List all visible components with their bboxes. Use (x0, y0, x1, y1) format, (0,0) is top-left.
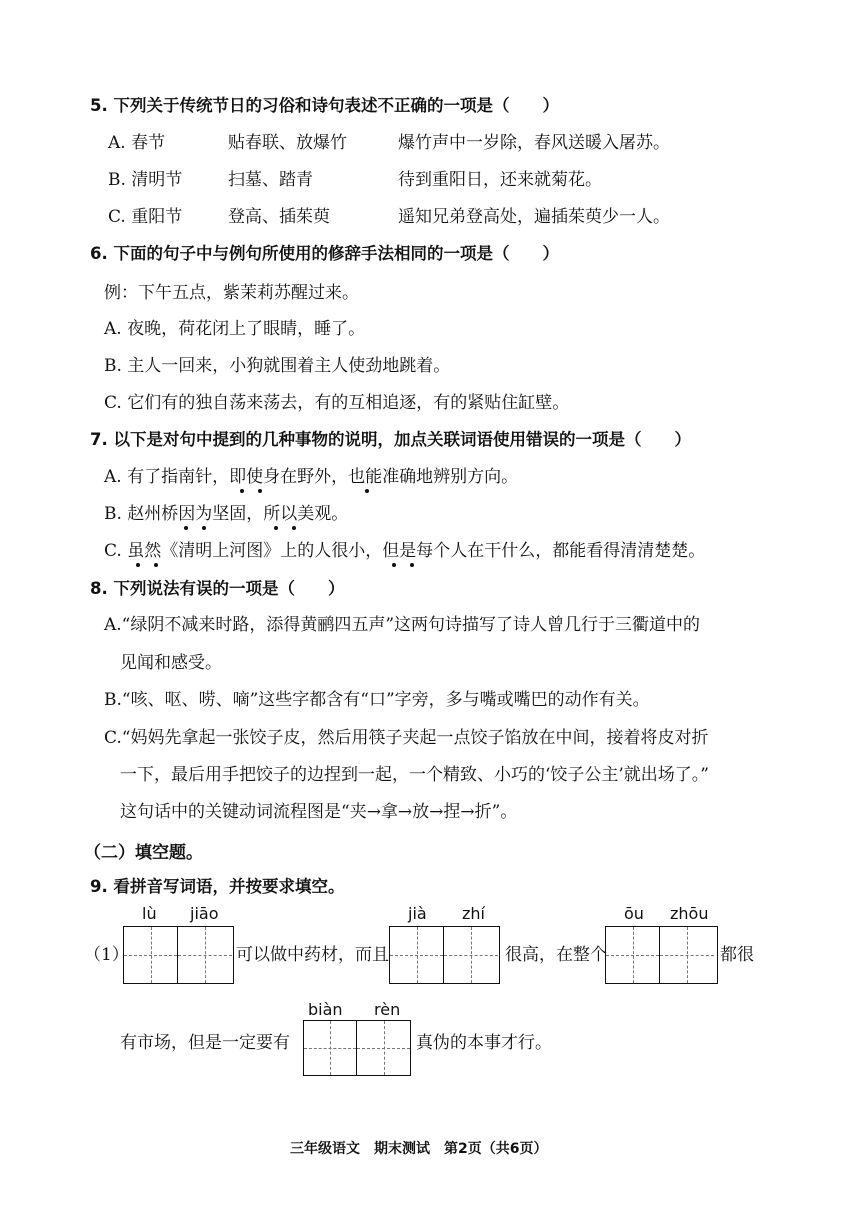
q9-stem: 9. 看拼音写词语，并按要求填空。 (90, 877, 345, 896)
q7-b-emphasis-dots (0, 526, 860, 532)
q7-option-a: A. 有了指南针，即使身在野外，也能准确地辨别方向。 (104, 467, 519, 487)
pinyin-lu: lù (142, 904, 157, 923)
q6-option-b: B. 主人一回来，小狗就围着主人使劲地跳着。 (104, 356, 451, 376)
answer-box-ouzhou[interactable] (605, 926, 718, 984)
answer-cell[interactable] (390, 927, 444, 983)
answer-cell[interactable] (606, 927, 660, 983)
page-footer: 三年级语文 期末测试 第2页（共6页） (290, 1141, 548, 1157)
section-heading: （二）填空题。 (84, 843, 203, 863)
q5-c-custom: 登高、插茱萸 (228, 207, 330, 227)
q9-text-5: 真伪的本事才行。 (416, 1033, 552, 1053)
q5-a-custom: 贴春联、放爆竹 (228, 133, 347, 153)
q6-stem: 6. 下面的句子中与例句所使用的修辞手法相同的一项是（ ） (90, 244, 559, 263)
q8-option-c-line3: 这句话中的关键动词流程图是“夹→拿→放→捏→折”。 (120, 802, 518, 822)
q5-a-label: A. 春节 (108, 133, 166, 153)
answer-box-jiazhi[interactable] (389, 926, 500, 984)
q8-option-b: B.“咳、呕、唠、嘀”这些字都含有“口”字旁，多与嘴或嘴巴的动作有关。 (104, 690, 650, 710)
answer-cell[interactable] (178, 927, 232, 983)
q6-example: 例：下午五点，紫茉莉苏醒过来。 (104, 283, 359, 303)
q5-b-label: B. 清明节 (108, 170, 183, 190)
pinyin-ou: ōu (624, 904, 644, 923)
pinyin-jia: jià (408, 904, 427, 923)
q8-option-c-line2: 一下，最后用手把饺子的边捏到一起，一个精致、小巧的‘饺子公主’就出场了。” (120, 765, 709, 785)
q5-c-label: C. 重阳节 (108, 207, 183, 227)
q8-stem: 8. 下列说法有误的一项是（ ） (90, 579, 345, 598)
q7-option-c: C. 虽然《清明上河图》上的人很小，但是每个人在干什么，都能看得清清楚楚。 (104, 541, 706, 561)
q8-option-a-line2: 见闻和感受。 (120, 653, 222, 673)
q7-stem: 7. 以下是对句中提到的几种事物的说明，加点关联词语使用错误的一项是（ ） (90, 430, 691, 449)
pinyin-bian: biàn (308, 1000, 343, 1019)
answer-cell[interactable] (357, 1021, 410, 1075)
q7-a-emphasis-dots (0, 489, 860, 495)
q8-option-c-line1: C.“妈妈先拿起一张饺子皮，然后用筷子夹起一点饺子馅放在中间，接着将皮对折 (104, 728, 709, 748)
q5-stem: 5. 下列关于传统节日的习俗和诗句表述不正确的一项是（ ） (90, 96, 559, 115)
q5-a-poem: 爆竹声中一岁除，春风送暖入屠苏。 (398, 133, 670, 153)
answer-box-bianren[interactable] (303, 1020, 411, 1076)
q9-text-3: 都很 (720, 945, 754, 965)
answer-cell[interactable] (124, 927, 178, 983)
pinyin-zhou: zhōu (670, 904, 709, 923)
q5-b-poem: 待到重阳日，还来就菊花。 (398, 170, 602, 190)
q9-text-1: 可以做中药材，而且 (236, 945, 389, 965)
q6-option-a: A. 夜晚，荷花闭上了眼睛，睡了。 (104, 319, 366, 339)
pinyin-jiao: jiāo (190, 904, 219, 923)
q8-option-a-line1: A.“绿阴不减来时路，添得黄鹂四五声”这两句诗描写了诗人曾几行于三衢道中的 (104, 615, 701, 635)
answer-cell[interactable] (444, 927, 498, 983)
q9-item-number: （1） (84, 945, 129, 965)
q7-c-emphasis-dots (0, 563, 860, 569)
q7-option-b: B. 赵州桥因为坚固，所以美观。 (104, 504, 349, 524)
q5-c-poem: 遥知兄弟登高处，遍插茱萸少一人。 (398, 207, 670, 227)
q5-b-custom: 扫墓、踏青 (228, 170, 313, 190)
pinyin-ren: rèn (374, 1000, 401, 1019)
answer-cell[interactable] (660, 927, 714, 983)
q9-text-4: 有市场，但是一定要有 (120, 1033, 290, 1053)
pinyin-zhi: zhí (462, 904, 485, 923)
q9-text-2: 很高，在整个 (505, 945, 607, 965)
answer-cell[interactable] (304, 1021, 357, 1075)
q6-option-c: C. 它们有的独自荡来荡去，有的互相追逐，有的紧贴住缸壁。 (104, 393, 570, 413)
answer-box-lujiao[interactable] (123, 926, 234, 984)
